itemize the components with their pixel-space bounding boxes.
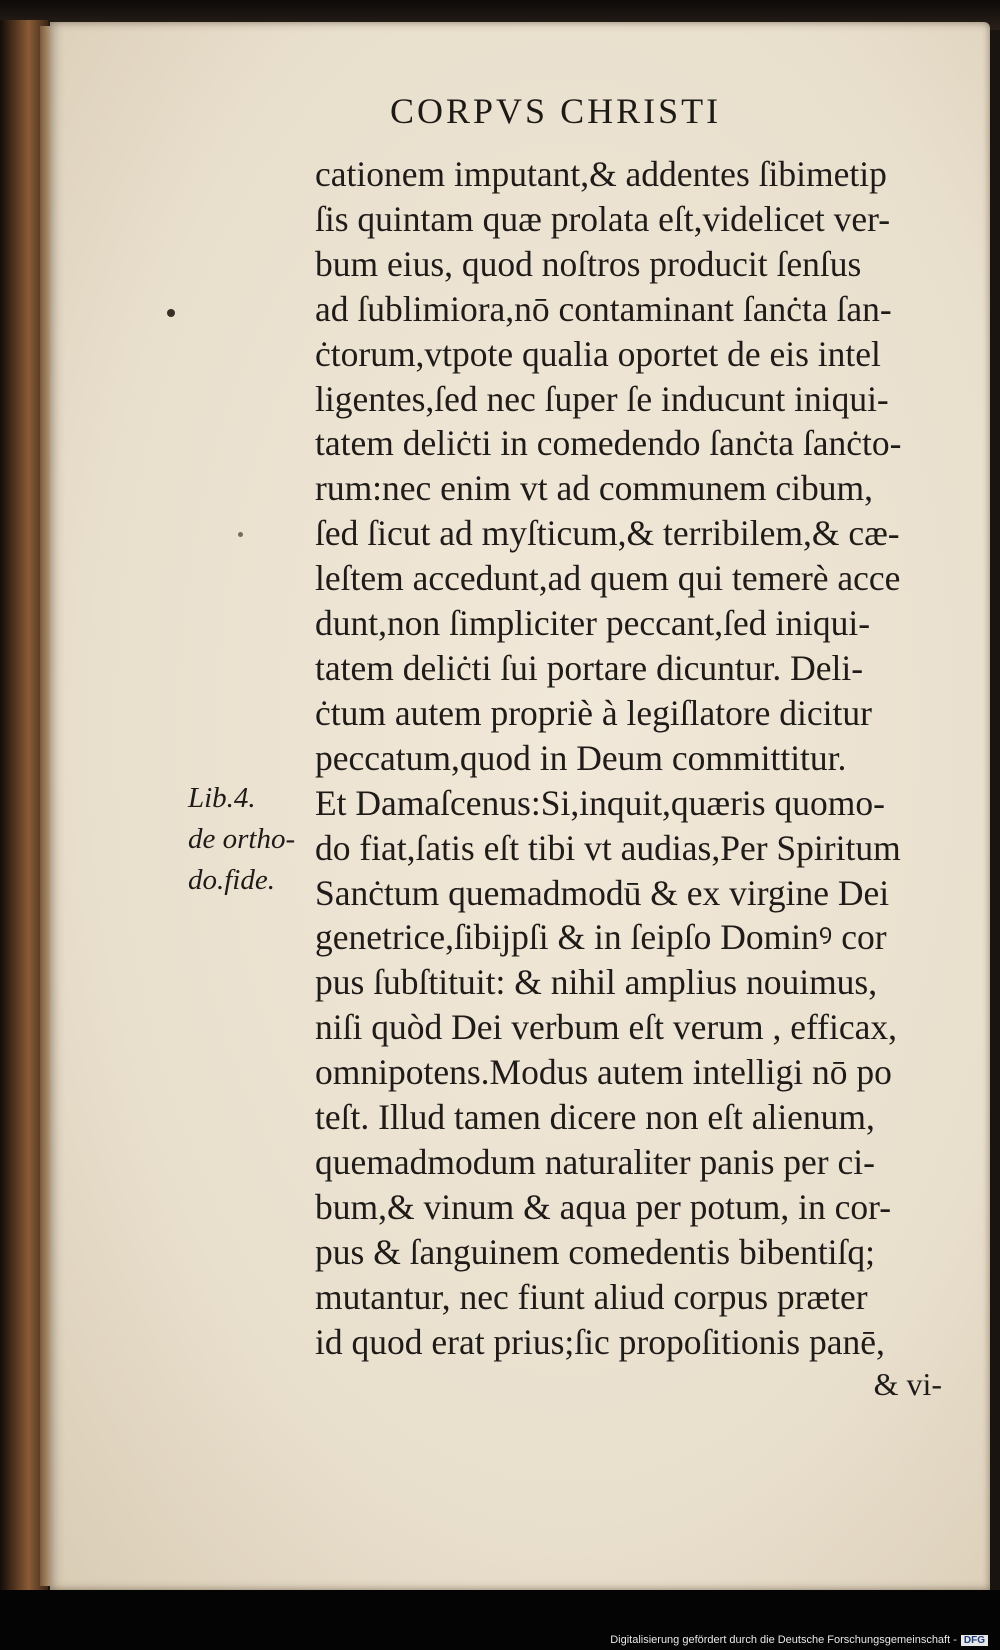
text-line: id quod erat prius;ſic propoſitionis panē, [315,1321,885,1362]
text-line: leſtem accedunt,ad quem qui temerè acce [315,558,901,599]
text-line: pus ſubſtituit: & nihil amplius nouimus, [315,962,878,1003]
text-line: bum eius, quod noſtros producit ſenſus [315,243,862,284]
text-line: Sanċtum quemadmodū & ex virgine Dei [315,872,890,913]
text-line: ad ſublimiora,nō contaminant ſanċta ſan- [315,288,892,329]
marginal-note: Lib.4. de ortho- do.fide. [188,782,296,896]
text-line: cationem imputant,& addentes ſibimetip [315,154,887,194]
text-line: teſt. Illud tamen dicere non eſt alienum, [315,1097,875,1138]
text-line: do fiat,ſatis eſt tibi vt audias,Per Spiritum [315,827,901,868]
text-line: ſed ſicut ad myſticum,& terribilem,& cæ- [315,513,900,554]
text-line: ligentes,ſed nec ſuper ſe inducunt iniqui- [315,378,889,419]
text-line: ſis quintam quæ prolata eſt,videlicet ver- [315,198,891,239]
text-line: genetrice,ſibijpſi & in ſeipſo Dominꝰ cor [315,917,887,958]
text-line: pus & ſanguinem comedentis bibentiſq; [315,1231,876,1272]
running-header: CORPVS CHRISTI [390,91,722,131]
dfg-logo: DFG [961,1635,988,1646]
text-line: niſi quòd Dei verbum eſt verum , efficax, [315,1007,897,1048]
credit-text: Digitalisierung gefördert durch die Deutsche Forschungsgemeinschaft - [610,1634,957,1646]
text-line: quemadmodum naturaliter panis per ci- [315,1141,875,1182]
body-text [315,152,1000,1364]
text-line: Et Damaſcenus:Si,inquit,quæris quomo- [315,782,885,823]
text-line: mutantur, nec fiunt aliud corpus præter [315,1276,868,1317]
text-line: tatem deliċti in comedendo ſanċta ſanċto- [315,423,902,464]
text-line: rum:nec enim vt ad communem cibum, [315,468,873,509]
book-page [50,22,990,1590]
text-line: dunt,non ſimpliciter peccant,ſed iniqui- [315,603,871,644]
catchword: & vi- [873,1366,942,1402]
text-line: tatem deliċti ſui portare dicuntur. Deli- [315,647,864,688]
text-line: omnipotens.Modus autem intelligi nō po [315,1052,892,1093]
ink-blot [167,309,175,317]
text-line: ċtum autem propriè à legiſlatore dicitur [315,692,872,733]
ink-blot [238,532,243,537]
text-line: peccatum,quod in Deum committitur. [315,737,847,778]
digitization-credit [610,1634,988,1646]
text-line: bum,& vinum & aqua per potum, in cor- [315,1186,892,1227]
footer-bar [0,1590,1000,1650]
text-line: ċtorum,vtpote qualia oportet de eis intel [315,333,881,374]
